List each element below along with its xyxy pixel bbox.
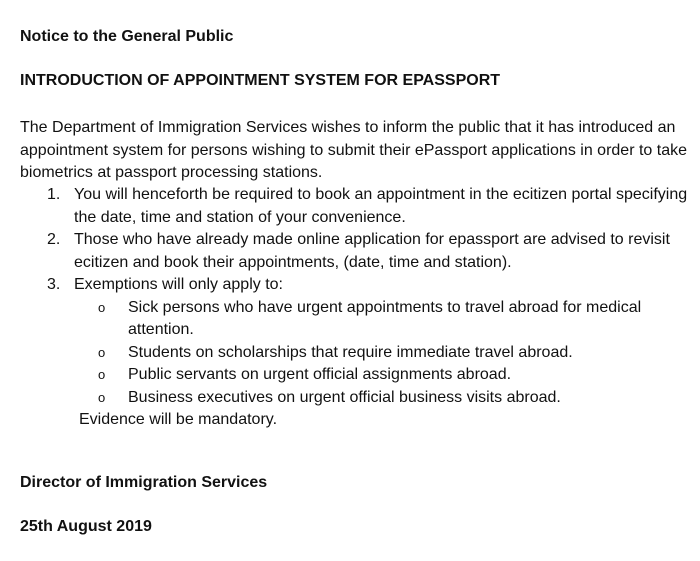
list-number: 2. [47,231,61,248]
exemption-item [20,364,668,387]
list-item-text: Exemptions will only apply to: [74,276,283,293]
notice-title: INTRODUCTION OF APPOINTMENT SYSTEM FOR EPASSPORT [20,72,501,89]
exemption-text: Public servants on urgent official assignments abroad. [128,366,512,383]
bullet-marker: o [98,299,106,315]
intro-paragraph: The Department of Immigration Services wishes to inform the public that it has introduced an appointment system for persons wishing to submit their ePassport applications in order to take biometrics at passport processing stations. [20,119,687,181]
exemption-item [20,297,668,342]
bullet-marker: o [98,367,106,382]
bullet-marker: o [98,389,106,405]
exemptions-list [20,297,692,410]
exemption-item [20,342,668,365]
bullet-marker: o [98,344,106,360]
exemption-text: Sick persons who have urgent appointments to travel abroad for medical attention. [128,298,642,338]
list-item-text: You will henceforth be required to book an appointment in the ecitizen portal specifying the date, time and station of your convenience. [74,186,688,226]
exemption-item [20,387,668,410]
evidence-note: Evidence will be mandatory. [79,411,278,428]
list-number: 1. [47,186,61,203]
signatory: Director of Immigration Services [20,474,268,491]
exemption-text: Business executives on urgent official business visits abroad. [128,388,561,406]
list-number: 3. [47,276,61,293]
list-item [20,184,692,229]
notice-date: 25th August 2019 [20,518,152,535]
numbered-list [20,184,692,432]
list-item [20,274,692,297]
list-item-text: Those who have already made online application for epassport are advised to revisit ecitizen and book their appointments, (date, time and station). [74,231,670,271]
list-item [20,229,692,274]
exemption-text: Students on scholarships that require immediate travel abroad. [128,343,573,361]
audience-heading: Notice to the General Public [20,28,234,45]
